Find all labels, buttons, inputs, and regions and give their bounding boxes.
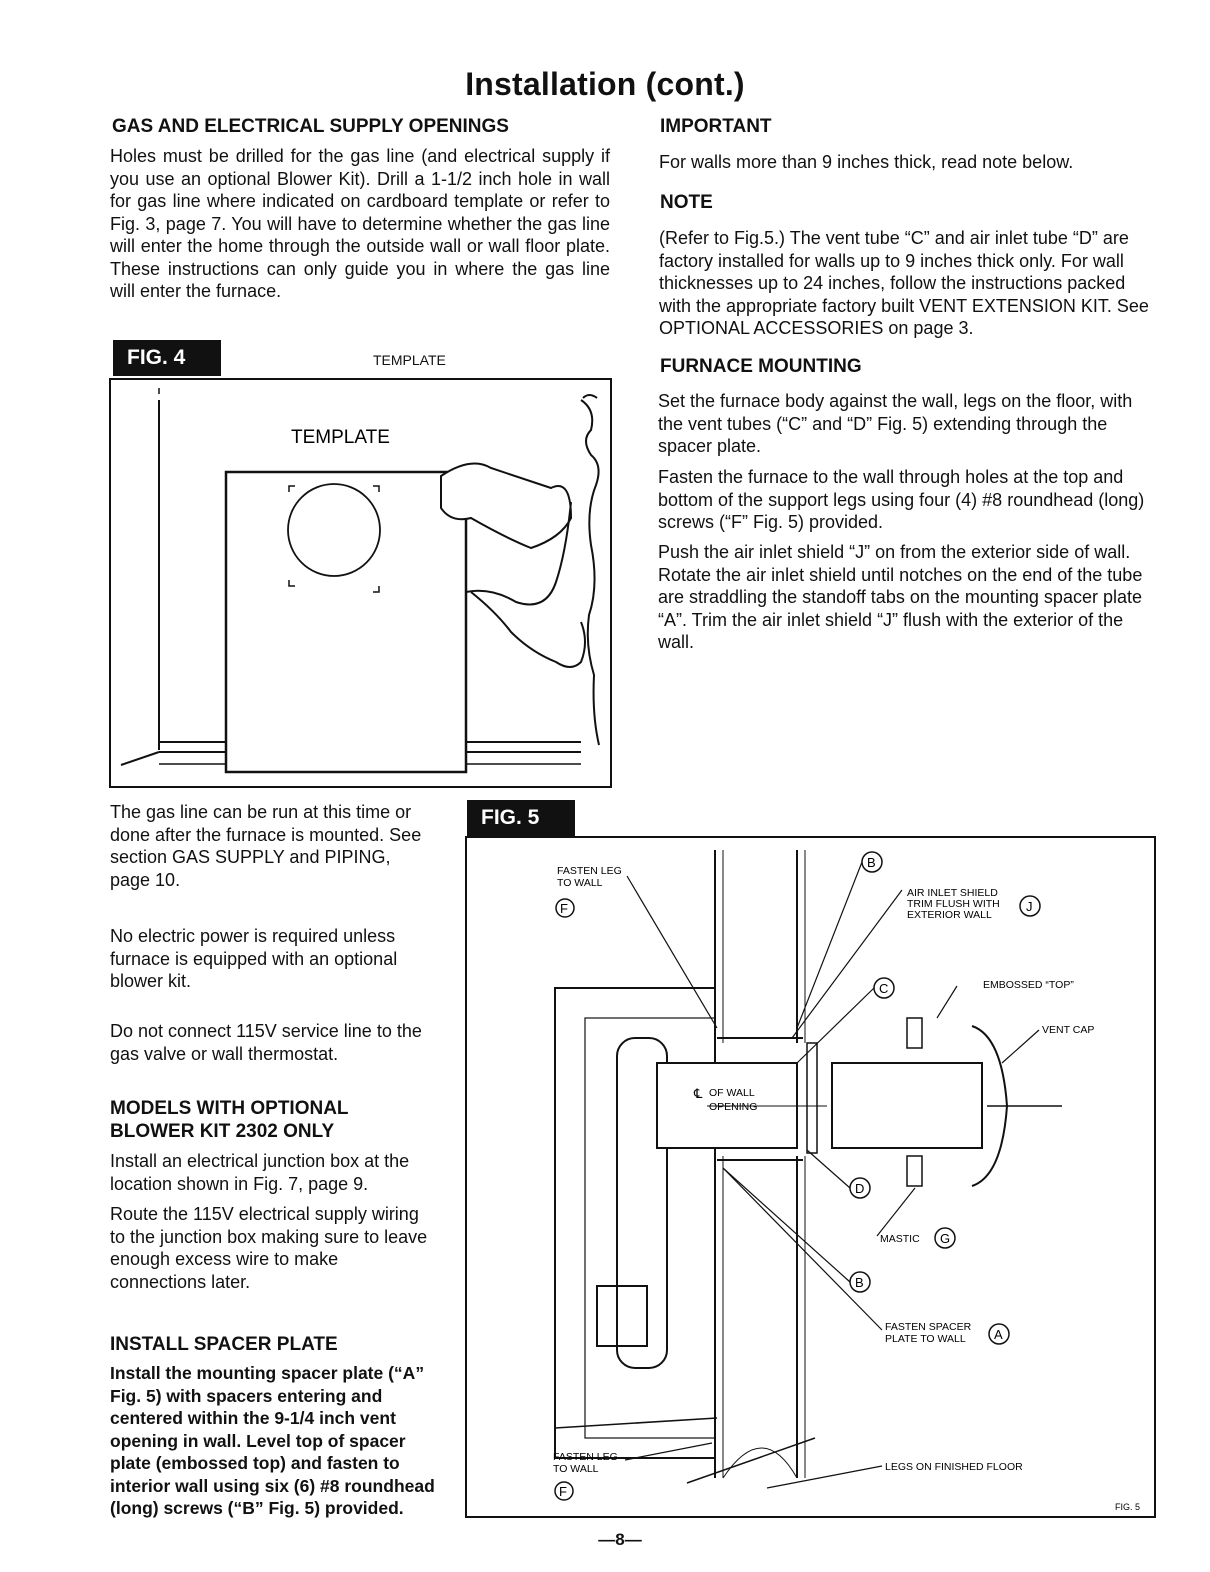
fig5-illustration <box>467 838 1154 1516</box>
furnace-mounting-text-2: Fasten the furnace to the wall through holes at the top and bottom of the support legs using four (4) #8 roundhead (long) screws (“F” Fig. 5) provided. <box>658 467 1145 532</box>
callout-b-mid: B <box>855 1275 864 1290</box>
fasten-spacer-2: PLATE TO WALL <box>885 1333 966 1345</box>
fig5-corner-label: FIG. 5 <box>1115 1502 1141 1512</box>
embossed-top: EMBOSSED “TOP” <box>983 979 1074 991</box>
service-line-note: Do not connect 115V service line to the gas valve or wall thermostat. <box>110 1021 422 1064</box>
spacer-plate-heading: INSTALL SPACER PLATE <box>110 1334 338 1355</box>
vent-cap: VENT CAP <box>1042 1024 1095 1036</box>
fasten-leg-top-1: FASTEN LEG <box>557 865 622 877</box>
fig4-inner-label: TEMPLATE <box>291 427 390 448</box>
fasten-spacer-1: FASTEN SPACER <box>885 1321 972 1333</box>
fig4-label: FIG. 4 <box>113 340 221 376</box>
fig4-illustration <box>111 380 610 786</box>
fasten-leg-bottom-2: TO WALL <box>553 1463 599 1475</box>
mastic-label: MASTIC <box>880 1233 920 1245</box>
fig5-label: FIG. 5 <box>467 800 575 836</box>
spacer-plate-text: Install the mounting spacer plate (“A” Fig. 5) with spacers entering and centered within the 9-1/4 inch vent opening in wall. Level top of spacer plate (embossed top) and fasten to interior wall using six (6) #8 roundhead (long) screws (“B” Fig. 5) provided. <box>110 1363 435 1518</box>
template-board <box>226 472 466 772</box>
fig4-frame <box>109 378 612 788</box>
gas-supply-text: Holes must be drilled for the gas line (and electrical supply if you use an optional Blower Kit). Drill a 1-1/2 inch hole in wall for gas line where indicated on cardboard template or refer to Fig. 3, page 7. You will have to determine whether the gas line will enter the home through the outside wall or wall floor plate. These instructions can only guide you in where the gas line will enter the furnace. <box>110 146 610 301</box>
furnace-mounting-text-3: Push the air inlet shield “J” on from the exterior side of wall. Rotate the air inlet shield until notches on the end of the tube are straddling the standoff tabs on the mounting spacer plate “A”. Trim the air inlet shield “J” flush with the exterior of the wall. <box>658 542 1143 652</box>
blower-kit-text-2: Route the 115V electrical supply wiring to the junction box making sure to leave enough excess wire to make connections later. <box>110 1204 428 1292</box>
air-inlet-3: EXTERIOR WALL <box>907 909 992 921</box>
furnace-mounting-text-1: Set the furnace body against the wall, legs on the floor, with the vent tubes (“C” and “D” Fig. 5) extending through the spacer plate. <box>658 391 1133 456</box>
gas-line-note: The gas line can be run at this time or done after the furnace is mounted. See section GAS SUPPLY and PIPING, page 10. <box>110 802 422 890</box>
callout-c: C <box>879 981 889 996</box>
important-heading: IMPORTANT <box>660 116 772 137</box>
page-title: Installation (cont.) <box>465 66 745 102</box>
center-symbol: ℄ <box>694 1086 703 1101</box>
callout-f-top: F <box>560 901 568 916</box>
blower-kit-text-1: Install an electrical junction box at the location shown in Fig. 7, page 9. <box>110 1151 410 1194</box>
callout-g: G <box>940 1231 951 1246</box>
air-inlet-1: AIR INLET SHIELD <box>907 887 998 899</box>
note-text: (Refer to Fig.5.) The vent tube “C” and air inlet tube “D” are factory installed for walls up to 9 inches thick only. For wall thicknesses up to 24 inches, follow the instructions packed with the appropriate factory built VENT EXTENSION KIT. See OPTIONAL ACCESSORIES on page 3. <box>659 228 1149 338</box>
legs-on-floor: LEGS ON FINISHED FLOOR <box>885 1461 1023 1473</box>
note-heading: NOTE <box>660 192 713 213</box>
furnace-mounting-heading: FURNACE MOUNTING <box>660 356 862 377</box>
page-number: —8— <box>598 1530 642 1549</box>
air-inlet-2: TRIM FLUSH WITH <box>907 898 1000 910</box>
callout-a: A <box>994 1327 1003 1342</box>
callout-b-top: B <box>867 855 876 870</box>
important-text: For walls more than 9 inches thick, read note below. <box>659 152 1074 172</box>
center-wall-1: OF WALL <box>709 1087 755 1099</box>
fasten-leg-top-2: TO WALL <box>557 877 603 889</box>
furnace-body <box>555 988 715 1458</box>
gas-supply-heading: GAS AND ELECTRICAL SUPPLY OPENINGS <box>112 116 509 137</box>
fasten-leg-bottom-1: FASTEN LEG <box>553 1451 618 1463</box>
callout-f-bottom: F <box>559 1484 567 1499</box>
callout-d: D <box>855 1181 865 1196</box>
fig5-frame <box>465 836 1156 1518</box>
electric-power-note: No electric power is required unless furnace is equipped with an optional blower kit. <box>110 926 398 991</box>
fig4-caption: TEMPLATE <box>373 352 446 368</box>
blower-kit-heading: MODELS WITH OPTIONAL BLOWER KIT 2302 ONLY <box>110 1098 349 1142</box>
center-wall-2: OPENING <box>709 1101 758 1113</box>
callout-j: J <box>1026 899 1033 914</box>
